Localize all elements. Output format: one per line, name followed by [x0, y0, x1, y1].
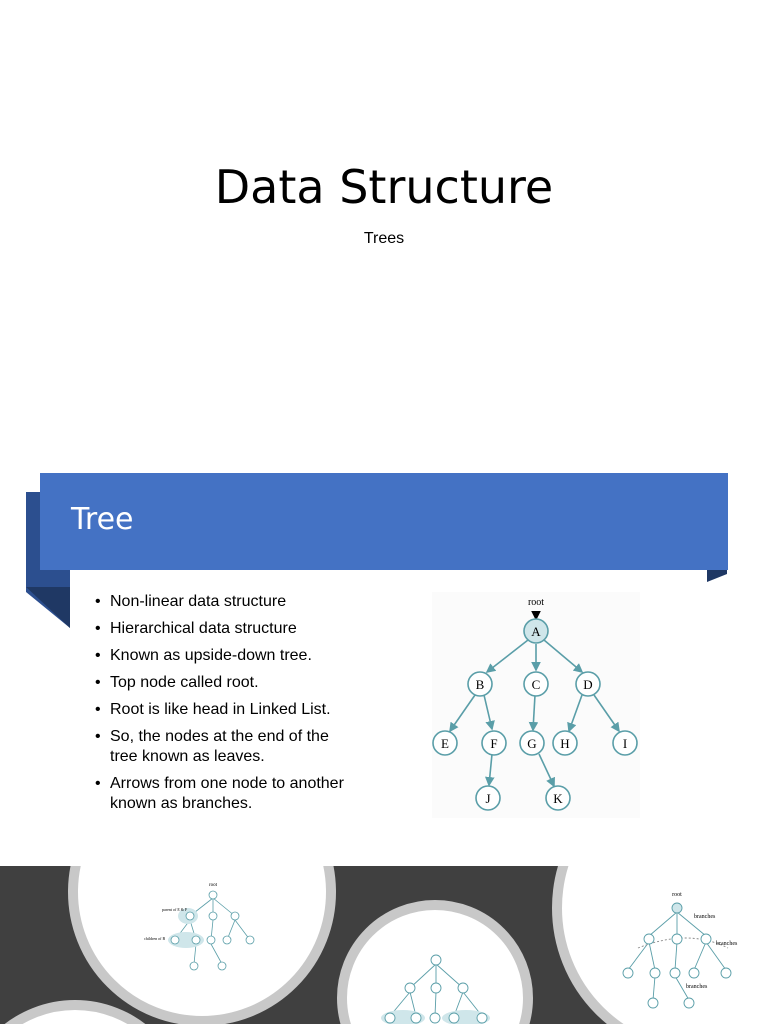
slide-title: Data Structure — [214, 160, 554, 214]
title-slide — [0, 0, 768, 432]
node-label: B — [475, 677, 485, 692]
bullet-item: • Root is like head in Linked List. — [92, 700, 352, 720]
node-label: D — [583, 677, 593, 692]
tree-slide — [0, 432, 768, 866]
slide-subtitle: Trees — [363, 230, 405, 247]
node-label: A — [531, 624, 541, 639]
node-label: G — [527, 736, 537, 751]
node-label: I — [622, 736, 628, 751]
node-label: K — [553, 791, 563, 806]
mini-annotation: branches — [716, 941, 738, 947]
slide-heading: Tree — [71, 502, 134, 537]
bullet-item: • Non-linear data structure — [92, 592, 352, 612]
bullet-item: • Arrows from one node to another known as branches. — [92, 774, 352, 814]
image-collage-slide — [0, 866, 768, 1024]
mini-tree-diagram — [618, 888, 744, 1010]
node-label: C — [531, 677, 541, 692]
bullet-item: • Hierarchical data structure — [92, 619, 352, 639]
node-label: F — [490, 736, 498, 751]
bullet-item: • Known as upside-down tree. — [92, 646, 352, 666]
bullet-list — [92, 592, 352, 821]
node-label: H — [560, 736, 570, 751]
mini-tree-diagram — [140, 878, 270, 978]
node-label: E — [441, 736, 449, 751]
bullet-item: • Top node called root. — [92, 673, 352, 693]
node-label: J — [485, 791, 491, 806]
mini-tree-diagram — [378, 942, 498, 1024]
mini-annotation: branches — [686, 984, 708, 990]
bullet-item: • So, the nodes at the end of the tree known as leaves. — [92, 727, 352, 767]
mini-annotation: children of B — [144, 936, 166, 941]
mini-root-label: root — [208, 883, 218, 888]
tree-diagram — [432, 592, 640, 818]
mini-annotation: parent of E & F — [162, 907, 188, 912]
mini-root-label: root — [672, 892, 682, 898]
root-label: root — [527, 597, 545, 608]
mini-annotation: branches — [694, 914, 716, 920]
